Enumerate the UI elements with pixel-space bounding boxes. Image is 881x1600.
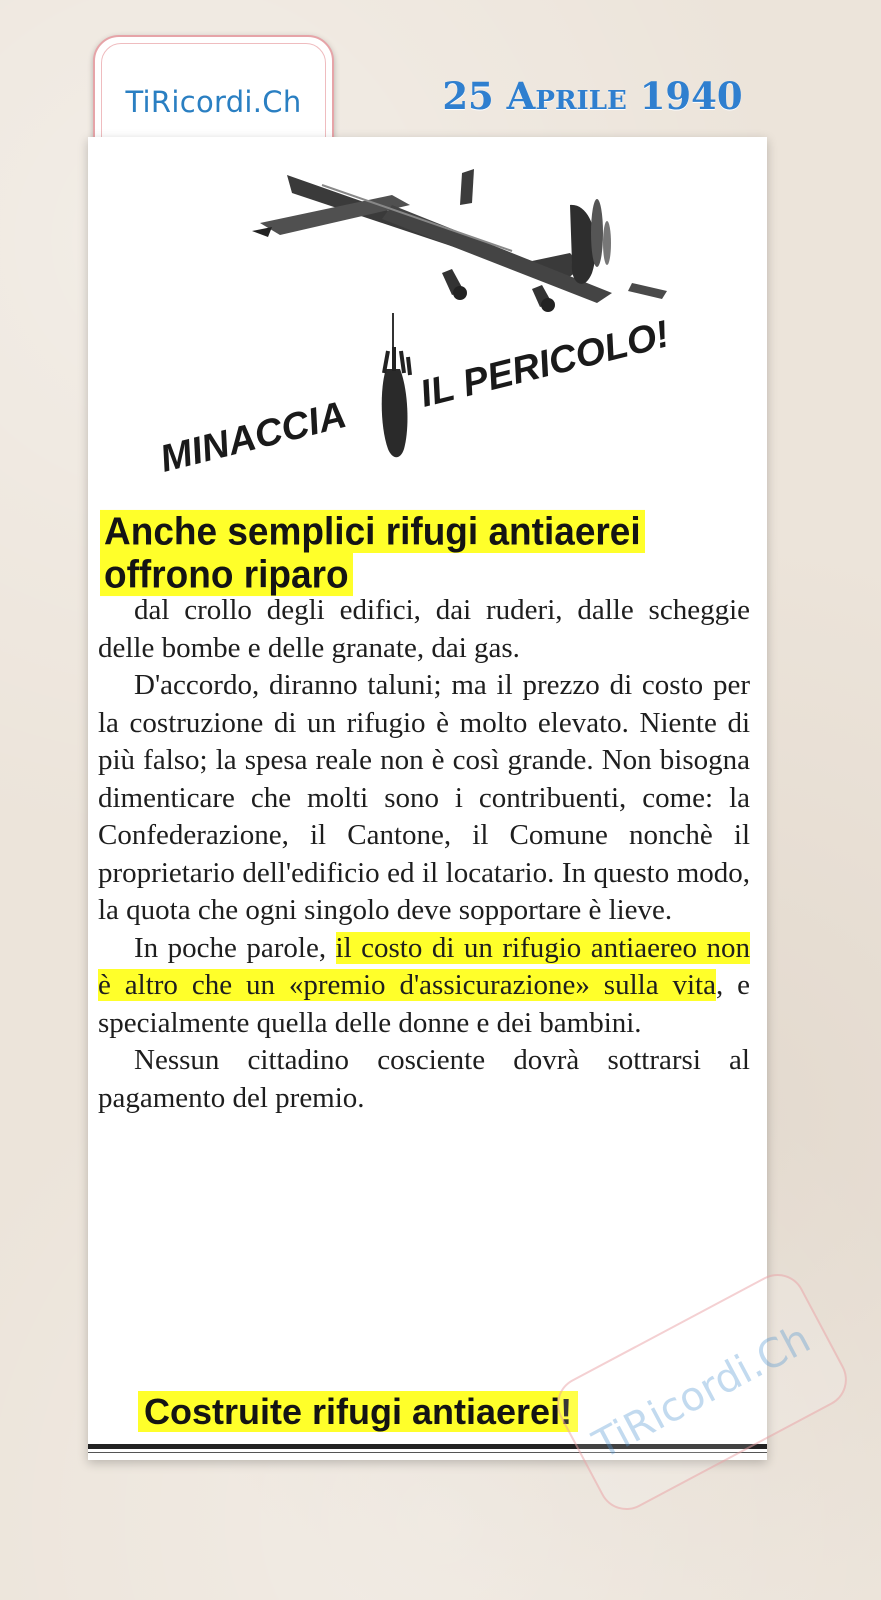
- paragraph-2: D'accordo, diranno taluni; ma il prezzo di costo per la costruzione di un rifugio è molto elevato. Niente di più falso; la spesa reale non è così grande. Non bisogna dimenticare che molti sono i contribuenti, come: la Confederazione, il Cantone, il Comune nonchè il proprietario dell'edificio ed il locatario. In questo modo, la quota che ogni singolo deve sopportare è lieve.: [98, 669, 750, 926]
- caption-minaccia: MINACCIA: [156, 394, 351, 481]
- closing-slogan-text: Costruite rifugi antiaerei!: [138, 1391, 578, 1432]
- highlighted-passage: il costo di un rifugio antiaereo non è altro che un «premio d'assicurazione» sulla vita: [98, 931, 750, 1001]
- paragraph-3-intro: In poche parole,: [134, 931, 336, 964]
- airplane-icon: [252, 169, 667, 312]
- article-date: 25 Aprile 1940: [442, 74, 743, 118]
- newspaper-clipping: [88, 137, 767, 1460]
- article-headline: [100, 510, 750, 596]
- paragraph-4: Nessun cittadino cosciente dovrà sottrarsi al pagamento del premio.: [98, 1044, 750, 1114]
- headline-line-2: offrono riparo: [100, 553, 353, 596]
- paragraph-3-end: , e specialmente quella delle donne e dei bambini.: [98, 969, 751, 1039]
- watermark-text: TiRicordi.Ch: [586, 1315, 818, 1469]
- falling-bomb-icon: [382, 313, 410, 457]
- headline-line-1: Anche semplici rifugi antiaerei: [100, 510, 645, 553]
- article-body: [98, 592, 750, 1117]
- logo-text: TiRicordi.Ch: [125, 85, 302, 119]
- paragraph-3: [98, 930, 750, 1043]
- paragraph-1: dal crollo degli edifici, dai ruderi, dalle scheggie delle bombe e delle granate, dai gas.: [98, 594, 750, 664]
- illustration: [88, 137, 767, 497]
- caption-il-pericolo: IL PERICOLO!: [416, 313, 674, 416]
